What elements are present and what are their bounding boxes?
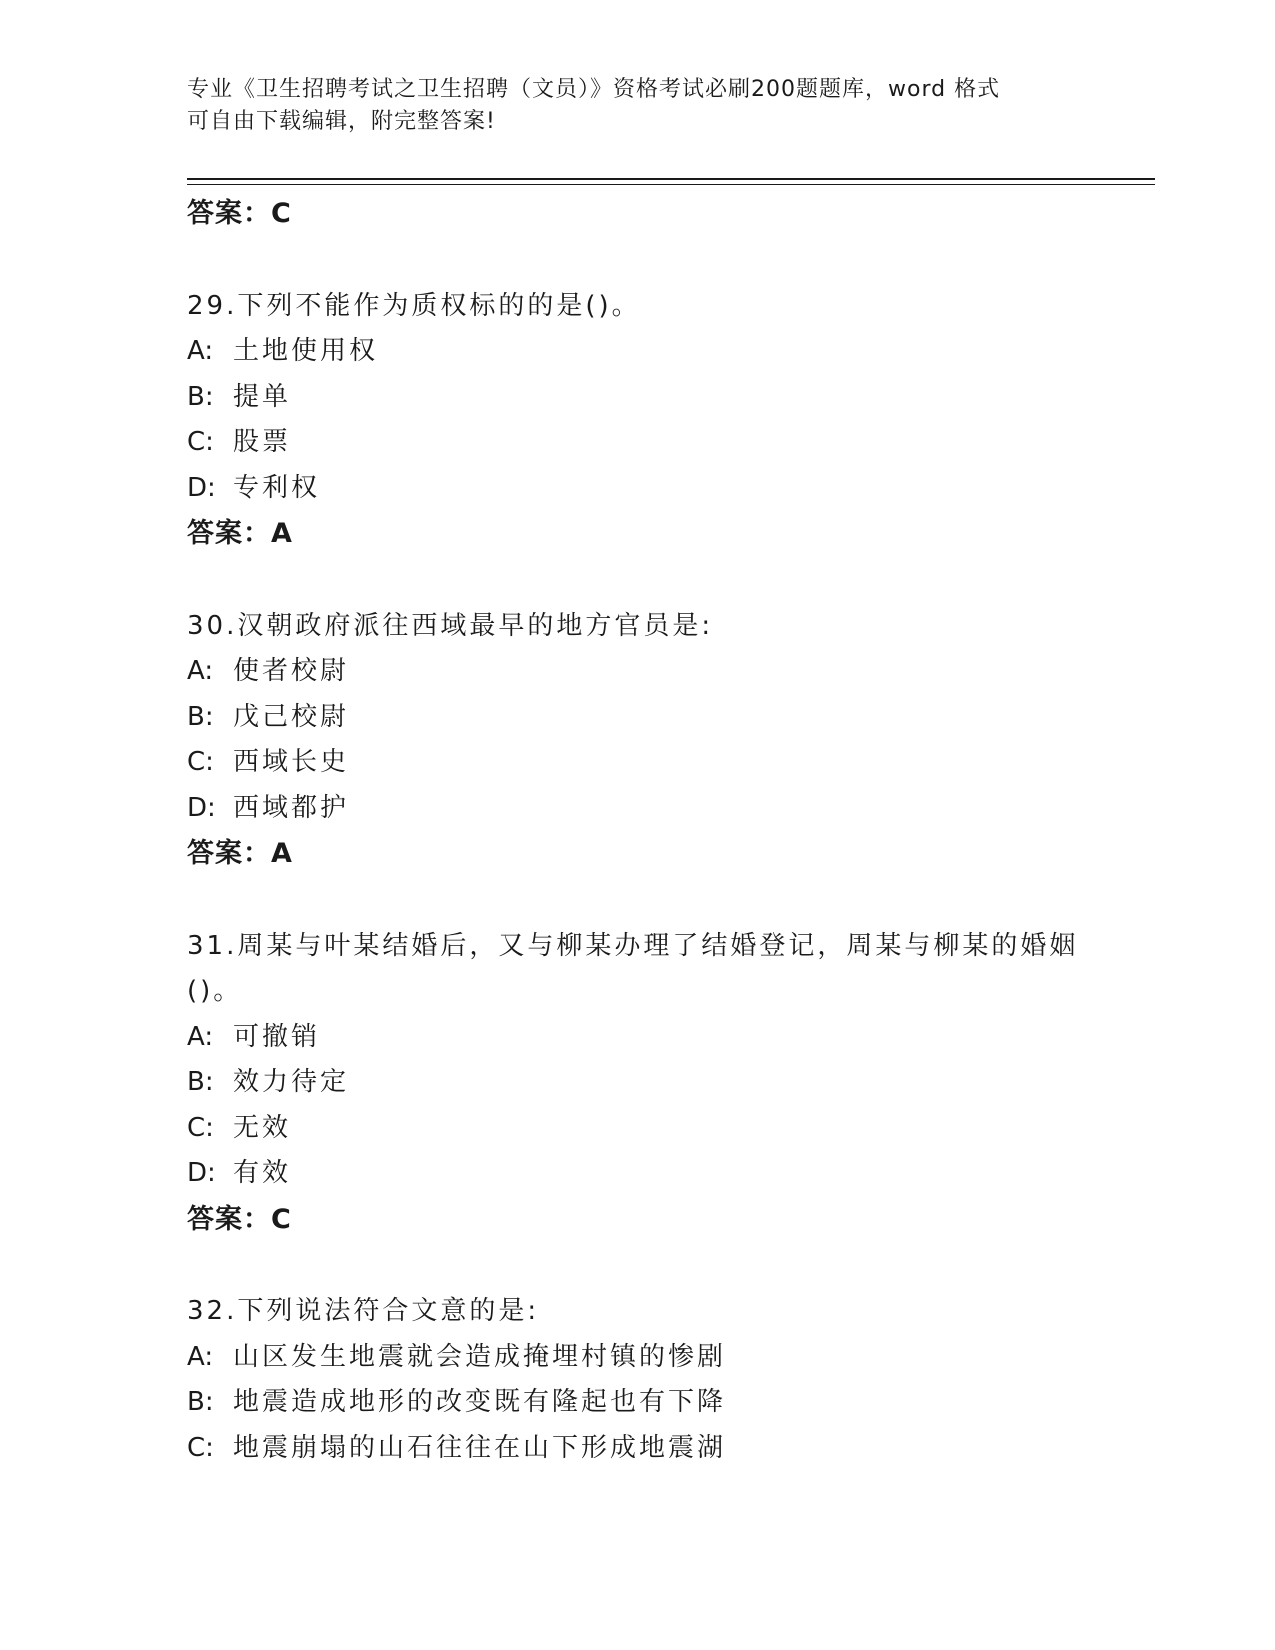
option-letter: A: xyxy=(187,336,214,366)
option-letter: C: xyxy=(187,747,214,777)
option-b xyxy=(187,695,1087,741)
option-b xyxy=(187,375,1087,421)
answer-line: 答案：A xyxy=(187,838,293,869)
option-text: 股票 xyxy=(233,427,292,457)
question-30 xyxy=(187,604,1087,877)
option-text: 有效 xyxy=(233,1158,292,1188)
option-d xyxy=(187,1151,1087,1197)
option-text: 效力待定 xyxy=(233,1067,350,1097)
option-letter: C: xyxy=(187,427,214,457)
question-31 xyxy=(187,924,1087,1243)
option-c xyxy=(187,420,1087,466)
option-a xyxy=(187,649,1087,695)
option-d xyxy=(187,786,1087,832)
option-text: 土地使用权 xyxy=(233,336,379,366)
option-a xyxy=(187,1015,1087,1061)
option-letter: C: xyxy=(187,1432,214,1463)
question-29 xyxy=(187,284,1087,557)
option-letter: D: xyxy=(187,1158,216,1188)
option-text: 无效 xyxy=(233,1112,292,1143)
option-c xyxy=(187,740,1087,786)
option-text: 专利权 xyxy=(233,472,321,503)
option-letter: B: xyxy=(187,1067,214,1097)
question-text: 30.汉朝政府派往西域最早的地方官员是: xyxy=(187,610,714,641)
option-letter: A: xyxy=(187,1341,214,1372)
spacer xyxy=(187,877,1087,924)
option-letter: A: xyxy=(187,1021,214,1052)
header-line-2: 可自由下载编辑，附完整答案! xyxy=(187,109,496,134)
spacer xyxy=(187,557,1087,604)
question-list xyxy=(187,191,1087,1471)
option-text: 地震造成地形的改变既有隆起也有下降 xyxy=(233,1387,727,1417)
spacer xyxy=(187,1242,1087,1289)
option-letter: D: xyxy=(187,472,216,503)
question-32 xyxy=(187,1289,1087,1471)
answer-line: 答案：A xyxy=(187,518,293,549)
question-text-continued: ()。 xyxy=(187,976,243,1006)
question-text: 31.周某与叶某结婚后，又与柳某办理了结婚登记，周某与柳某的婚姻 xyxy=(187,930,1079,961)
option-letter: B: xyxy=(187,1387,214,1417)
option-c xyxy=(187,1426,1087,1472)
option-text: 山区发生地震就会造成掩埋村镇的惨剧 xyxy=(233,1341,727,1372)
option-letter: A: xyxy=(187,656,214,686)
question-text: 32.下列说法符合文意的是: xyxy=(187,1296,540,1326)
option-letter: C: xyxy=(187,1112,214,1143)
option-d xyxy=(187,466,1087,512)
option-letter: B: xyxy=(187,381,214,412)
answer-line: 答案：C xyxy=(187,1203,292,1235)
option-text: 西域都护 xyxy=(233,792,350,823)
option-a xyxy=(187,1335,1087,1381)
option-text: 地震崩塌的山石往往在山下形成地震湖 xyxy=(233,1432,727,1463)
option-c xyxy=(187,1106,1087,1152)
option-text: 戊己校尉 xyxy=(233,701,350,732)
header-divider-thin xyxy=(187,184,1155,185)
header-divider-thick xyxy=(187,178,1155,180)
question-text: 29.下列不能作为质权标的的是()。 xyxy=(187,290,641,321)
option-b xyxy=(187,1380,1087,1426)
option-text: 西域长史 xyxy=(233,747,350,777)
option-letter: D: xyxy=(187,792,216,823)
answer-line: 答案：C xyxy=(187,198,292,229)
option-text: 可撤销 xyxy=(233,1021,321,1052)
option-text: 使者校尉 xyxy=(233,656,350,686)
option-letter: B: xyxy=(187,701,214,732)
option-text: 提单 xyxy=(233,381,292,412)
option-b xyxy=(187,1060,1087,1106)
spacer xyxy=(187,237,1087,284)
document-header xyxy=(187,74,1067,138)
header-line-1: 专业《卫生招聘考试之卫生招聘（文员）》资格考试必刷200题题库，word 格式 xyxy=(187,77,1001,102)
option-a xyxy=(187,329,1087,375)
